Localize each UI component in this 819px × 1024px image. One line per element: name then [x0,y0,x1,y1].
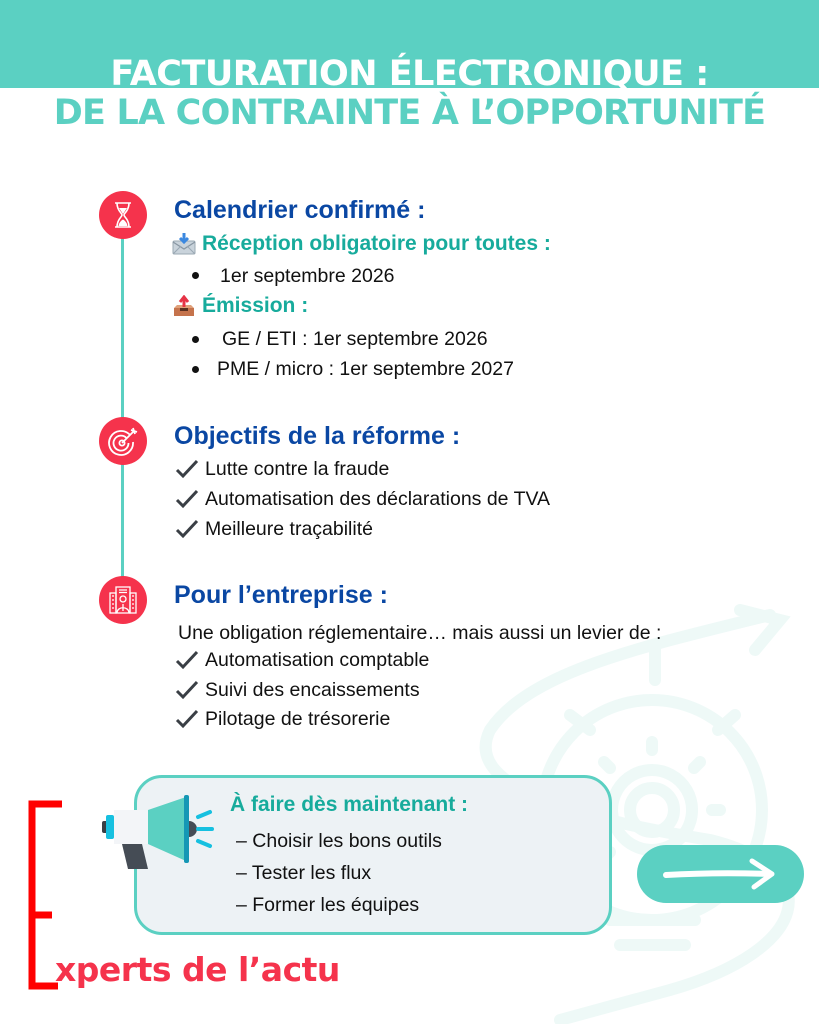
list-item-text: Automatisation des déclarations de TVA [205,488,551,510]
target-icon [106,424,140,458]
list-item [175,677,420,703]
bullet [192,336,199,343]
page-title-line1: FACTURATION ÉLECTRONIQUE : [110,54,709,94]
checkmark-icon [175,518,199,540]
timeline-node-objectives [99,417,147,465]
megaphone-icon [100,795,218,879]
bullet [192,366,199,373]
list-item [175,706,390,732]
subheading-reception-label: Réception obligatoire pour toutes : [202,232,551,255]
todo-title: À faire dès maintenant : [230,793,469,816]
hourglass-icon [106,198,140,232]
checkmark-icon [175,708,199,730]
todo-item: – Tester les flux [236,862,372,884]
checkmark-icon [175,458,199,480]
checkmark-icon [175,488,199,510]
timeline-line [121,235,124,585]
list-item-text: Pilotage de trésorerie [205,708,391,730]
list-item: 1er septembre 2026 [220,265,395,287]
subheading-reception [172,231,551,257]
list-item-text: Automatisation comptable [205,649,430,671]
company-intro: Une obligation réglementaire… mais aussi un levier de : [178,622,662,644]
todo-item: – Choisir les bons outils [236,830,442,852]
subheading-emission-label: Émission : [202,294,309,317]
checkmark-icon [175,679,199,701]
checkmark-icon [175,649,199,671]
list-item: PME / micro : 1er septembre 2027 [217,358,514,380]
list-item [175,647,429,673]
section-heading-company: Pour l’entreprise : [174,581,388,609]
outbox-tray-icon [172,295,196,317]
next-button[interactable] [637,845,804,903]
section-heading-calendar: Calendrier confirmé : [174,196,426,224]
list-item-text: Suivi des encaissements [205,679,420,701]
arrow-right-icon [662,856,780,892]
list-item-text: Lutte contre la fraude [205,458,390,480]
list-item [175,456,389,482]
todo-item: – Former les équipes [236,894,420,916]
subheading-emission [172,293,308,319]
list-item [175,486,550,512]
timeline-node-company [99,576,147,624]
section-heading-objectives: Objectifs de la réforme : [174,422,461,450]
list-item: GE / ETI : 1er septembre 2026 [222,328,488,350]
list-item-text: Meilleure traçabilité [205,518,373,540]
bullet [192,272,199,279]
page-title-line2: DE LA CONTRAINTE À L’OPPORTUNITÉ [53,93,766,133]
list-item [175,516,373,542]
office-building-icon [106,583,140,617]
inbox-envelope-icon [172,233,196,255]
brand-logo-text: xperts de l’actu [55,950,340,989]
timeline-node-calendar [99,191,147,239]
